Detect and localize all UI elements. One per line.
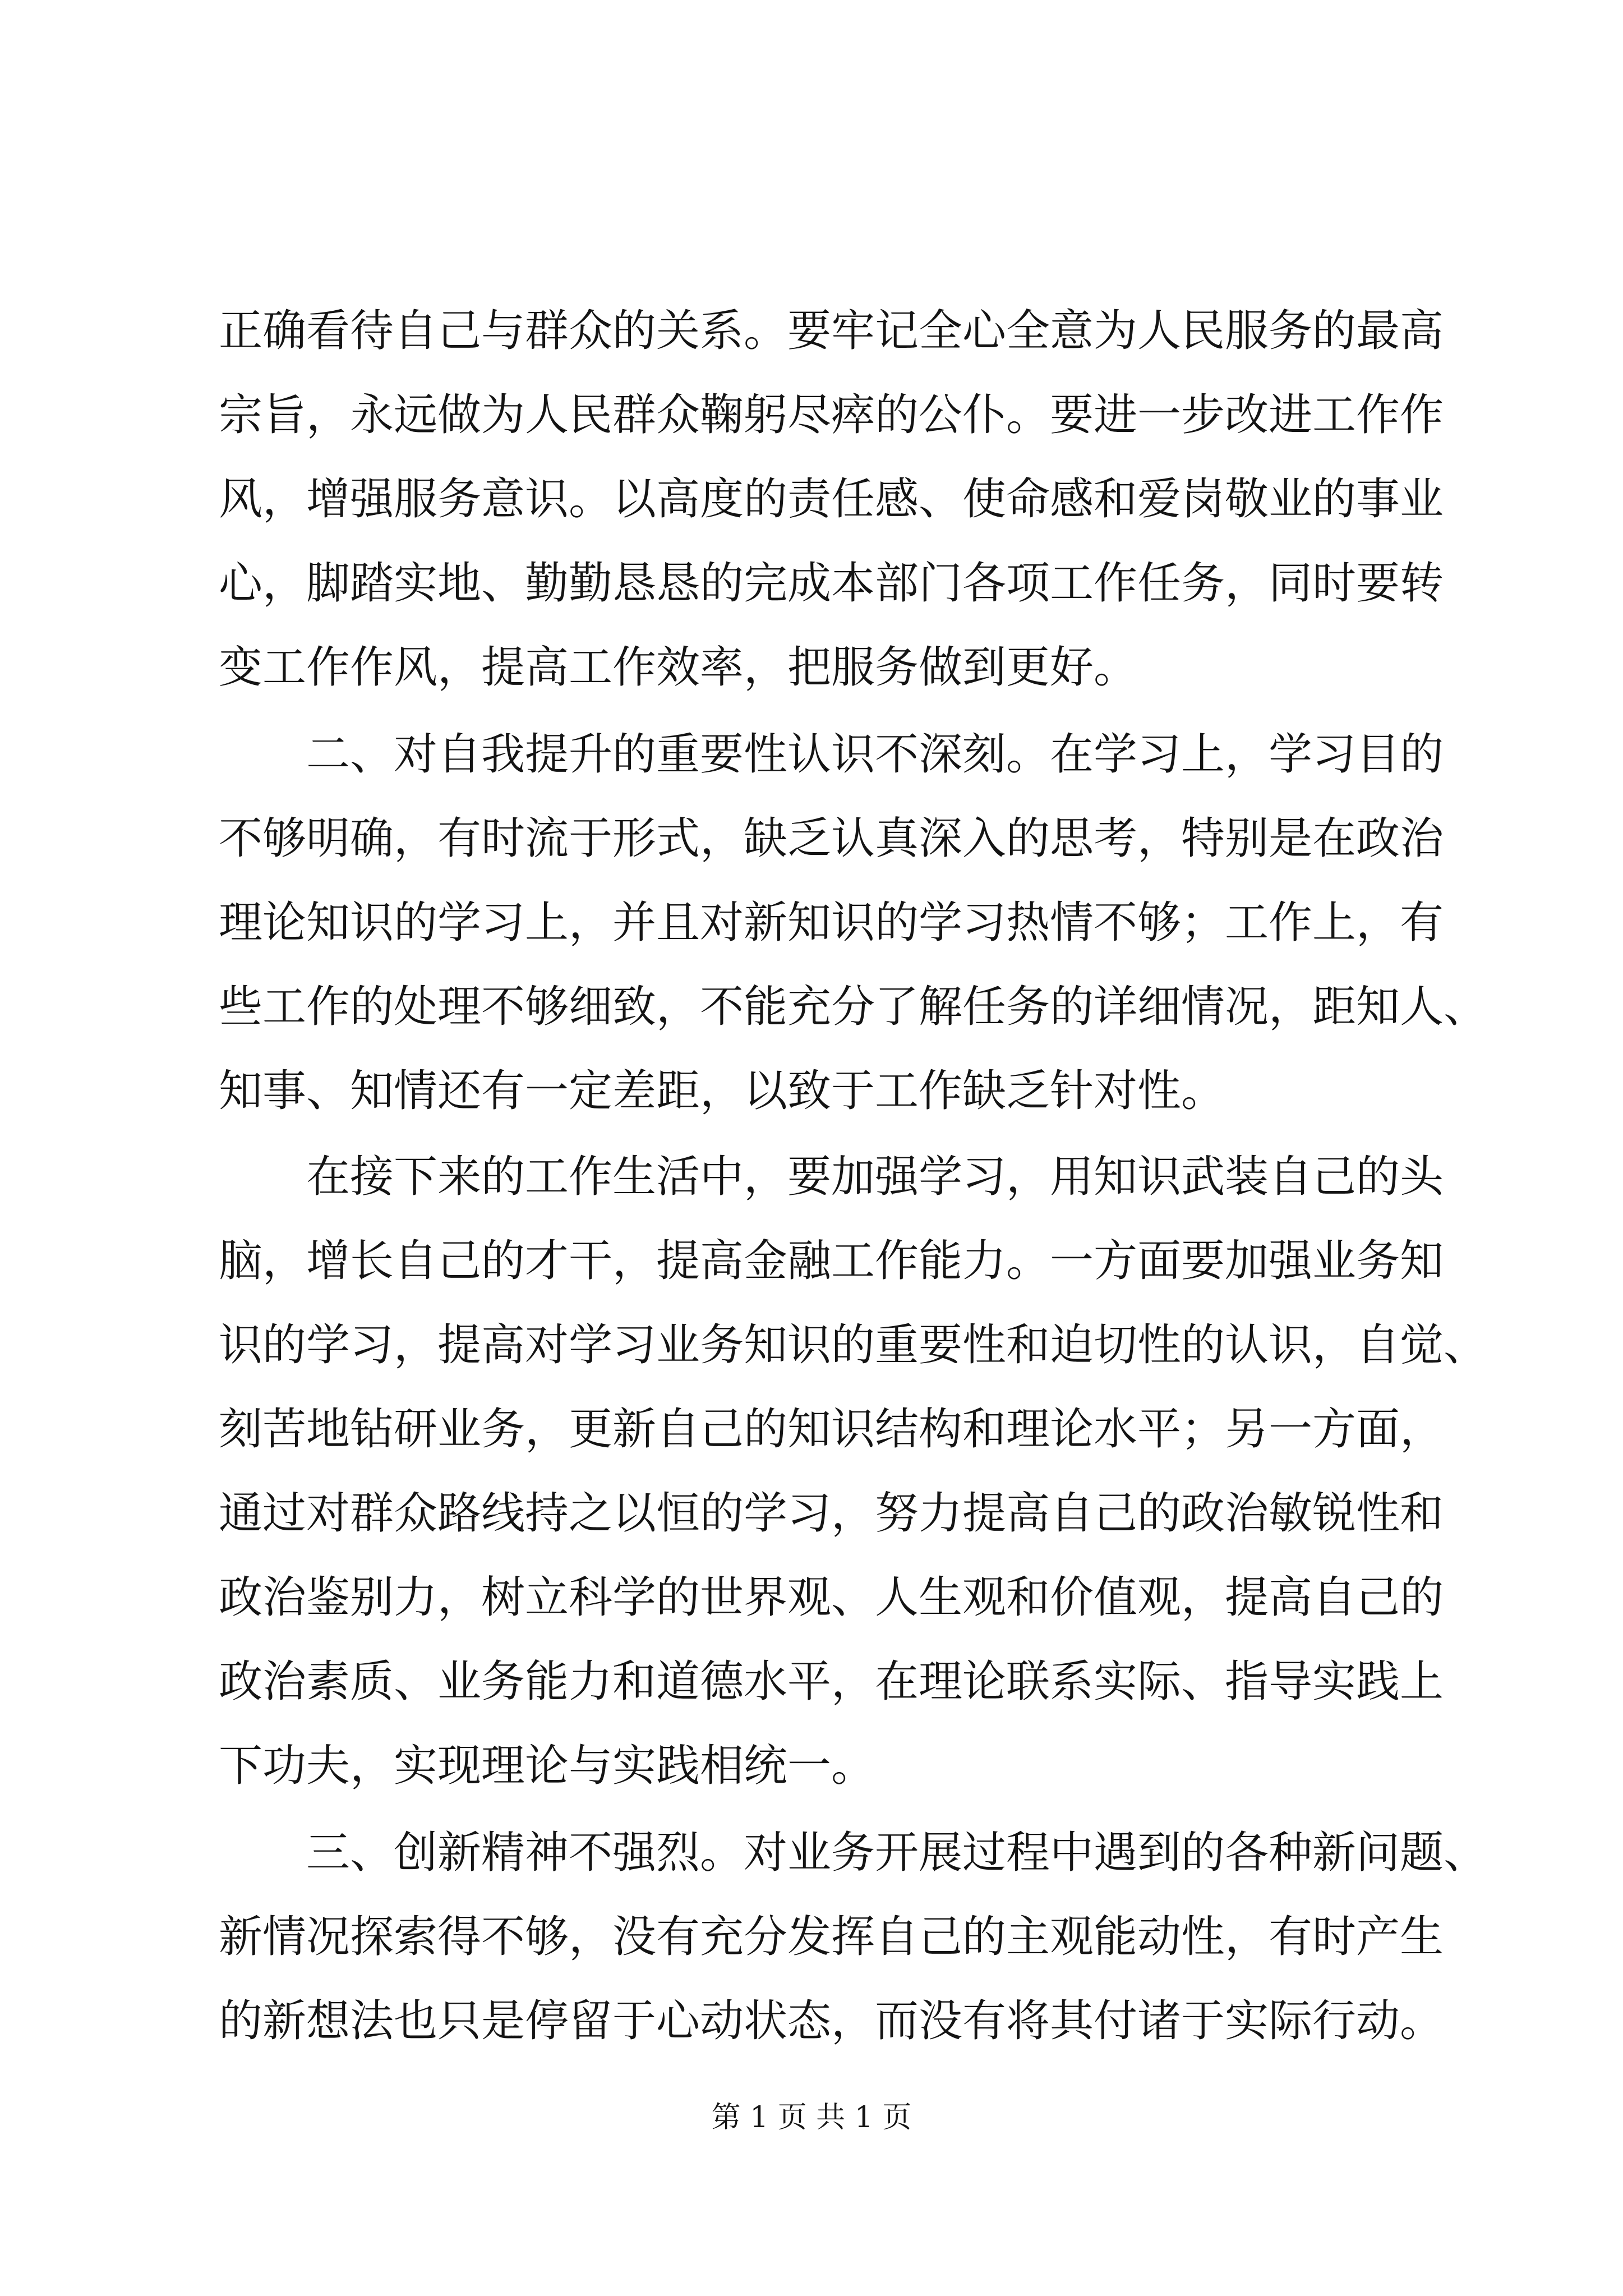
paragraph-3-line-4: 刻苦地钻研业务，更新自己的知识结构和理论水平；另一方面， <box>219 1404 1444 1455</box>
paragraph-1-line-1: 正确看待自己与群众的关系。要牢记全心全意为人民服务的最高 <box>219 306 1444 356</box>
paragraph-4-line-2: 新情况探索得不够，没有充分发挥自己的主观能动性，有时产生 <box>219 1912 1444 1962</box>
page-footer: 第 1 页 共 1 页 <box>711 2101 912 2134</box>
paragraph-4-line-3: 的新想法也只是停留于心动状态，而没有将其付诸于实际行动。 <box>219 1996 1444 2046</box>
paragraph-3-line-1: 在接下来的工作生活中，要加强学习，用知识武装自己的头 <box>306 1152 1444 1202</box>
paragraph-2-line-2: 不够明确，有时流于形式，缺乏认真深入的思考，特别是在政治 <box>219 813 1444 864</box>
paragraph-2-line-4: 些工作的处理不够细致，不能充分了解任务的详细情况，距知人、 <box>219 982 1488 1032</box>
paragraph-1-line-2: 宗旨，永远做为人民群众鞠躬尽瘁的公仆。要进一步改进工作作 <box>219 390 1444 440</box>
paragraph-2-line-3: 理论知识的学习上，并且对新知识的学习热情不够；工作上，有 <box>219 898 1444 948</box>
paragraph-1-line-3: 风，增强服务意识。以高度的责任感、使命感和爱岗敬业的事业 <box>219 474 1444 524</box>
paragraph-3-line-6: 政治鉴别力，树立科学的世界观、人生观和价值观，提高自己的 <box>219 1572 1444 1623</box>
paragraph-2-line-5: 知事、知情还有一定差距，以致于工作缺乏针对性。 <box>219 1066 1225 1116</box>
paragraph-3-line-5: 通过对群众路线持之以恒的学习，努力提高自己的政治敏锐性和 <box>219 1488 1444 1539</box>
paragraph-2-line-1: 二、对自我提升的重要性认识不深刻。在学习上，学习目的 <box>306 729 1444 780</box>
paragraph-1-line-5: 变工作作风，提高工作效率，把服务做到更好。 <box>219 642 1138 693</box>
paragraph-4-line-1: 三、创新精神不强烈。对业务开展过程中遇到的各种新问题、 <box>306 1828 1488 1878</box>
paragraph-1-line-4: 心，脚踏实地、勤勤恳恳的完成本部门各项工作任务，同时要转 <box>219 558 1444 609</box>
paragraph-3-line-3: 识的学习，提高对学习业务知识的重要性和迫切性的认识，自觉、 <box>219 1320 1488 1370</box>
paragraph-3-line-8: 下功夫，实现理论与实践相统一。 <box>219 1741 875 1791</box>
paragraph-3-line-7: 政治素质、业务能力和道德水平，在理论联系实际、指导实践上 <box>219 1657 1444 1707</box>
paragraph-3-line-2: 脑，增长自己的才干，提高金融工作能力。一方面要加强业务知 <box>219 1236 1444 1286</box>
